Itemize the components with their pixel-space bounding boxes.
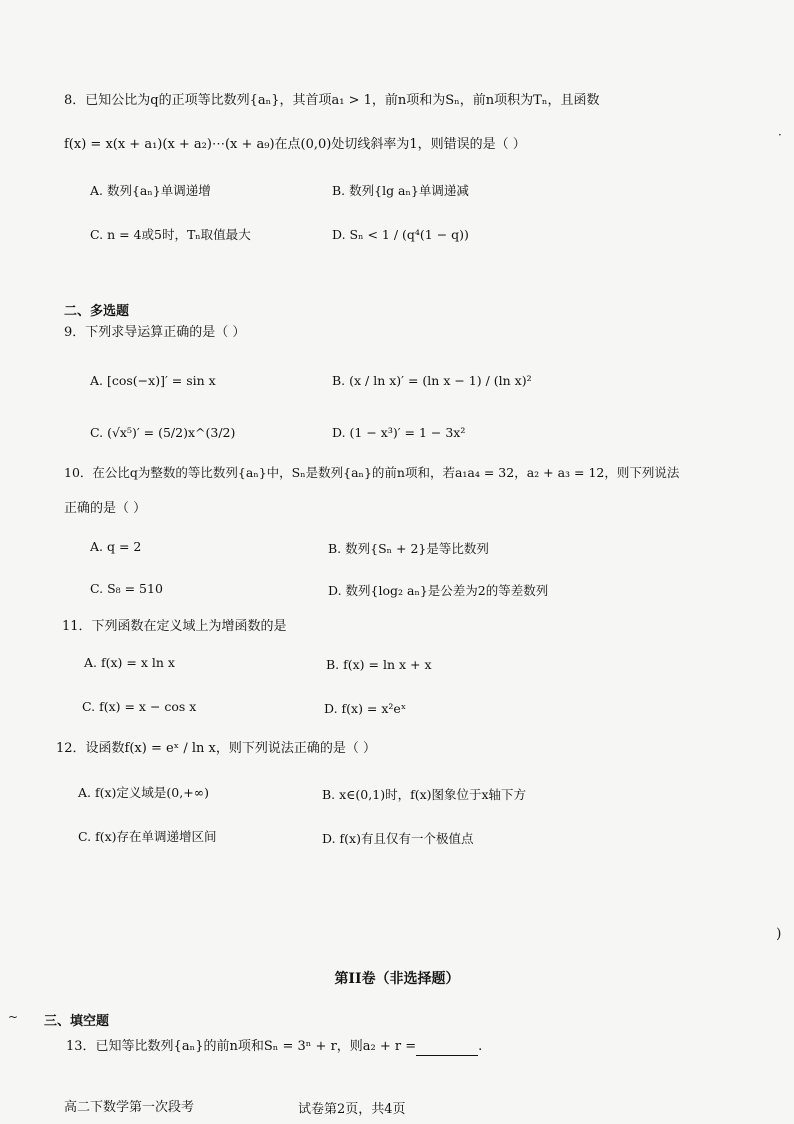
q10-line1: 10．在公比q为整数的等比数列{aₙ}中，Sₙ是数列{aₙ}的前n项和，若a₁a₄ = 32，a₂ + a₃ = 12，则下列说法 xyxy=(64,465,680,480)
q13-answer-blank xyxy=(416,1041,478,1056)
q12-option-c: C. f(x)存在单调递增区间 xyxy=(78,829,217,844)
q9-option-c: C. (√x⁵)′ = (5/2)x^(3/2) xyxy=(90,425,236,440)
footer-page-info: 试卷第2页，共4页 xyxy=(298,1102,406,1117)
scan-mark: ) xyxy=(776,926,782,942)
q10-line2: 正确的是（ ） xyxy=(64,501,147,516)
q13-stem: 13．已知等比数列{aₙ}的前n项和Sₙ = 3ⁿ + r，则a₂ + r = xyxy=(66,1039,417,1054)
part2-title: 第II卷（非选择题） xyxy=(334,971,460,987)
scan-mark: ~ xyxy=(8,1010,19,1024)
q9-option-b: B. (x / ln x)′ = (ln x − 1) / (ln x)² xyxy=(332,373,532,388)
q11-stem: 11．下列函数在定义域上为增函数的是 xyxy=(62,619,287,634)
q8-option-b: B. 数列{lg aₙ}单调递减 xyxy=(332,183,469,198)
q9-option-a: A. [cos(−x)]′ = sin x xyxy=(90,373,216,388)
section-fill-blank: 三、填空题 xyxy=(44,1014,110,1029)
q10-option-c: C. S₈ = 510 xyxy=(90,581,163,596)
q8-option-c: C. n = 4或5时，Tₙ取值最大 xyxy=(90,227,251,242)
q8-line1: 8．已知公比为q的正项等比数列{aₙ}，其首项a₁ > 1，前n项和为Sₙ，前n项积为Tₙ，且函数 xyxy=(64,93,600,108)
q11-option-c: C. f(x) = x − cos x xyxy=(82,699,197,714)
q9-option-d: D. (1 − x³)′ = 1 − 3x² xyxy=(332,425,466,440)
q10-option-d: D. 数列{log₂ aₙ}是公差为2的等差数列 xyxy=(328,583,549,598)
scan-mark: · xyxy=(778,128,782,142)
q8-option-d: D. Sₙ < 1 / (q⁴(1 − q)) xyxy=(332,227,469,242)
q10-option-b: B. 数列{Sₙ + 2}是等比数列 xyxy=(328,541,489,556)
q11-option-b: B. f(x) = ln x + x xyxy=(326,657,432,672)
q9-stem: 9．下列求导运算正确的是（ ） xyxy=(64,325,246,340)
q13-end: . xyxy=(478,1039,483,1054)
q11-option-d: D. f(x) = x²eˣ xyxy=(324,701,407,716)
q8-line2: f(x) = x(x + a₁)(x + a₂)⋯(x + a₉)在点(0,0)处切线斜率为1，则错误的是（ ） xyxy=(64,137,526,152)
q12-option-d: D. f(x)有且仅有一个极值点 xyxy=(322,831,474,846)
q13-line xyxy=(66,1038,482,1056)
section-multiple-choice: 二、多选题 xyxy=(64,304,130,319)
q12-option-a: A. f(x)定义域是(0,+∞) xyxy=(78,785,209,800)
q10-option-a: A. q = 2 xyxy=(90,539,142,554)
q8-option-a: A. 数列{aₙ}单调递增 xyxy=(90,183,211,198)
q12-option-b: B. x∈(0,1)时，f(x)图象位于x轴下方 xyxy=(322,787,527,802)
footer-exam-name: 高二下数学第一次段考 xyxy=(64,1100,195,1115)
q11-option-a: A. f(x) = x ln x xyxy=(84,655,175,670)
q12-stem: 12．设函数f(x) = eˣ / ln x，则下列说法正确的是（ ） xyxy=(56,741,376,756)
